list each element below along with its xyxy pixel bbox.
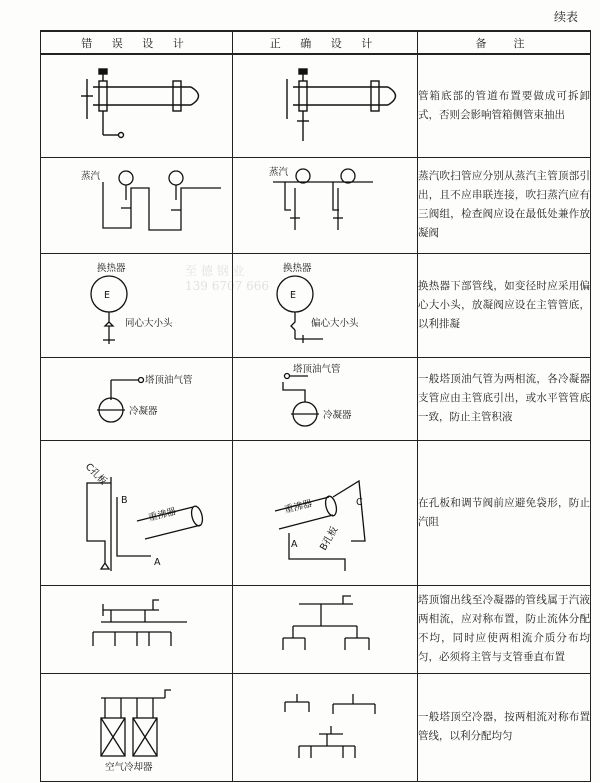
orifice-b-label: B孔板 xyxy=(318,524,341,553)
steam-label: 蒸汽 xyxy=(81,171,101,182)
exchanger-e-label: E xyxy=(290,290,297,301)
point-c-label: C xyxy=(356,497,363,508)
concentric-reducer-label: 同心大小头 xyxy=(125,318,173,329)
table-row xyxy=(41,357,591,440)
right-design-figure-6 xyxy=(233,585,418,673)
table-row xyxy=(41,54,591,157)
overhead-vapor-line-label: 塔顶油气管 xyxy=(293,364,341,375)
table-header-row xyxy=(41,31,591,54)
wrong-design-figure-1 xyxy=(41,54,233,157)
remark-5: 在孔板和调节阀前应避免袋形，防止汽阻 xyxy=(418,440,591,585)
table-row xyxy=(41,253,591,357)
wrong-design-figure-6 xyxy=(41,585,233,673)
watermark-line-2: 139 6707 666 xyxy=(185,279,269,293)
point-a-label: A xyxy=(291,539,298,550)
watermark-line-1: 至 德 钢 业 xyxy=(185,264,245,278)
wrong-design-figure-3 xyxy=(41,253,233,357)
point-b-label: B xyxy=(121,495,128,506)
remark-1: 管箱底部的管道布置要做成可拆卸式，否则会影响管箱侧管束抽出 xyxy=(418,54,591,157)
right-design-figure-1 xyxy=(233,54,418,157)
remark-3: 换热器下部管线，如变径时应采用偏心大小头，放凝阀应设在主管管底，以利排凝 xyxy=(418,253,591,357)
overhead-vapor-line-label: 塔顶油气管 xyxy=(145,375,193,386)
eccentric-reducer-label: 偏心大小头 xyxy=(311,318,359,329)
header-remarks: 备 注 xyxy=(418,31,591,54)
table-row xyxy=(41,585,591,673)
table-row xyxy=(41,157,591,253)
wrong-design-figure-2 xyxy=(41,157,233,253)
exchanger-label: 换热器 xyxy=(283,263,312,274)
exchanger-e-label: E xyxy=(104,290,111,301)
orifice-c-label: C孔板 xyxy=(82,461,109,488)
exchanger-label: 换热器 xyxy=(97,263,126,274)
header-wrong-design: 错 误 设 计 xyxy=(41,31,233,54)
table-row xyxy=(41,673,591,781)
steam-label: 蒸汽 xyxy=(269,167,289,178)
header-right-design: 正 确 设 计 xyxy=(233,31,418,54)
point-a-label: A xyxy=(154,557,161,568)
right-design-figure-4 xyxy=(233,357,418,440)
remark-7: 一般塔顶空冷器，按两相流对称布置管线，以利分配均匀 xyxy=(418,673,591,781)
page-header: 续表 xyxy=(553,10,578,24)
remark-4: 一般塔顶油气管为两相流，各冷凝器支管应由主管底引出，或水平管管底一致，防止主管积液 xyxy=(418,357,591,440)
air-cooler-label: 空气冷却器 xyxy=(105,762,153,773)
wrong-design-figure-7 xyxy=(41,673,233,781)
right-design-figure-5 xyxy=(233,440,418,585)
design-comparison-table xyxy=(40,30,591,782)
remark-6: 塔顶馏出线至冷凝器的管线属于汽液两相流，应对称布置，防止流体分配不均，同时应使两相流介质分布均匀，必须将主管与支管垂直布置 xyxy=(418,585,591,673)
condenser-label: 冷凝器 xyxy=(129,406,158,417)
condenser-label: 冷凝器 xyxy=(323,410,352,421)
right-design-figure-7 xyxy=(233,673,418,781)
table-row xyxy=(41,440,591,585)
right-design-figure-3 xyxy=(233,253,418,357)
wrong-design-figure-5 xyxy=(41,440,233,585)
wrong-design-figure-4 xyxy=(41,357,233,440)
reboiler-label: 重沸器 xyxy=(283,498,314,516)
reboiler-label: 重沸器 xyxy=(147,506,178,524)
remark-2: 蒸汽吹扫管应分别从蒸汽主管顶部引出，且不应串联连接，吹扫蒸汽应有三阀组，检查阀应设在最低处兼作放凝阀 xyxy=(418,157,591,253)
right-design-figure-2 xyxy=(233,157,418,253)
